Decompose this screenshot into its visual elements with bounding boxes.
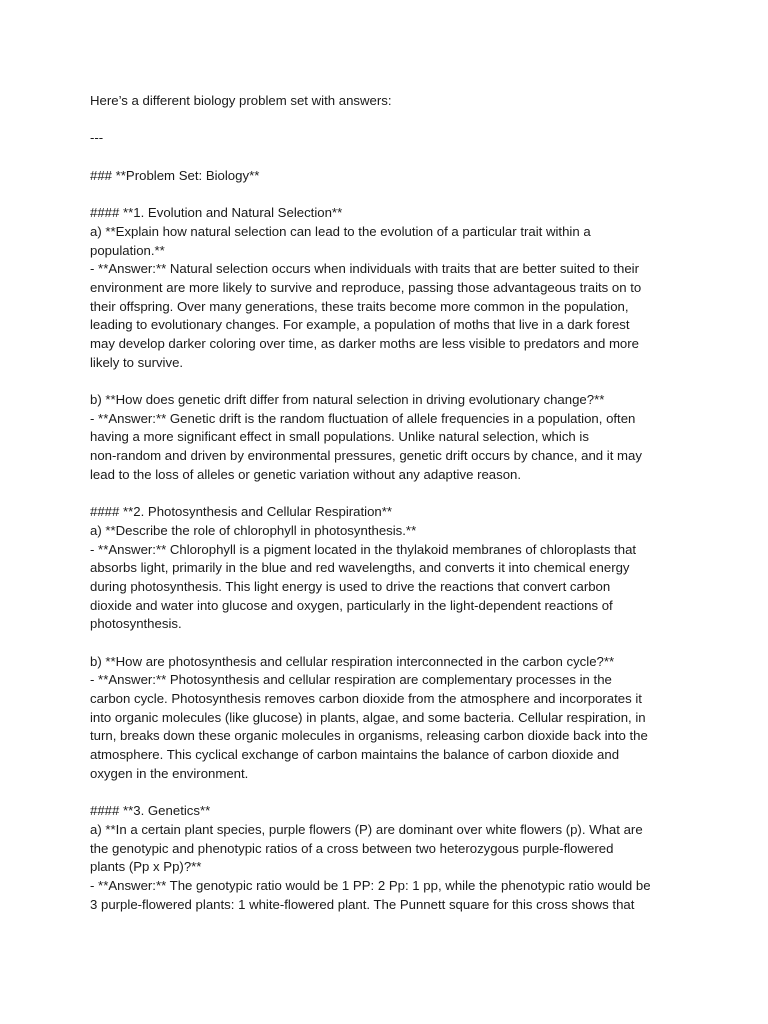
- text-line: ---: [90, 130, 104, 146]
- text-line: - **Answer:** Chlorophyll is a pigment located in the thylakoid membranes of chloroplasts that: [90, 541, 637, 557]
- text-line: having a more significant effect in small populations. Unlike natural selection, which is: [90, 429, 589, 445]
- text-line: population.**: [90, 242, 165, 258]
- text-line: lead to the loss of alleles or genetic variation without any adaptive reason.: [90, 466, 522, 482]
- text-line: dioxide and water into glucose and oxygen, particularly in the light-dependent reactions of: [90, 597, 613, 613]
- text-line: non-random and driven by environmental pressures, genetic drift occurs by chance, and it may: [90, 448, 642, 464]
- text-line: plants (Pp x Pp)?**: [90, 859, 202, 875]
- text-line: #### **2. Photosynthesis and Cellular Respiration**: [90, 504, 393, 520]
- text-line: #### **1. Evolution and Natural Selection**: [90, 205, 343, 221]
- text-line: during photosynthesis. This light energy is used to drive the reactions that convert carbon: [90, 578, 611, 594]
- text-line: Here’s a different biology problem set with answers:: [90, 93, 392, 108]
- text-line: - **Answer:** Natural selection occurs when individuals with traits that are better suited to their: [90, 261, 640, 277]
- document-body: [90, 92, 690, 914]
- text-line: environment are more likely to survive and reproduce, passing those advantageous traits on to: [90, 279, 642, 295]
- text-line: may develop darker coloring over time, as darker moths are less visible to predators and more: [90, 335, 639, 351]
- text-line: likely to survive.: [90, 354, 184, 370]
- blank-line: [90, 783, 690, 802]
- blank-line: [90, 148, 690, 167]
- text-line: the genotypic and phenotypic ratios of a cross between two heterozygous purple-flowered: [90, 840, 614, 856]
- blank-line: [90, 372, 690, 391]
- blank-line: [90, 484, 690, 503]
- text-line: a) **In a certain plant species, purple flowers (P) are dominant over white flowers (p). What are: [90, 821, 643, 837]
- text-line: - **Answer:** The genotypic ratio would be 1 PP: 2 Pp: 1 pp, while the phenotypic ratio would be: [90, 877, 651, 893]
- text-line: a) **Describe the role of chlorophyll in photosynthesis.**: [90, 522, 417, 538]
- text-line: into organic molecules (like glucose) in plants, algae, and some bacteria. Cellular respiration, in: [90, 709, 646, 725]
- blank-line: [90, 185, 690, 204]
- blank-line: [90, 111, 690, 130]
- text-line: oxygen in the environment.: [90, 765, 249, 781]
- text-line: 3 purple-flowered plants: 1 white-flowered plant. The Punnett square for this cross shows that: [90, 896, 635, 912]
- text-line: - **Answer:** Genetic drift is the random fluctuation of allele frequencies in a population, often: [90, 410, 636, 426]
- text-line: turn, breaks down these organic molecules in organisms, releasing carbon dioxide back into the: [90, 728, 648, 744]
- text-line: leading to evolutionary changes. For example, a population of moths that live in a dark forest: [90, 317, 630, 333]
- text-line: b) **How are photosynthesis and cellular respiration interconnected in the carbon cycle?**: [90, 653, 615, 669]
- blank-line: [90, 634, 690, 653]
- text-line: carbon cycle. Photosynthesis removes carbon dioxide from the atmosphere and incorporates it: [90, 691, 642, 706]
- text-line: ### **Problem Set: Biology**: [90, 167, 260, 183]
- text-line: - **Answer:** Photosynthesis and cellular respiration are complementary processes in the: [90, 672, 612, 688]
- text-line: a) **Explain how natural selection can lead to the evolution of a particular trait within a: [90, 223, 591, 239]
- text-line: atmosphere. This cyclical exchange of carbon maintains the balance of carbon dioxide and: [90, 747, 620, 763]
- text-line: photosynthesis.: [90, 616, 182, 632]
- text-line: absorbs light, primarily in the blue and red wavelengths, and converts it into chemical energy: [90, 560, 630, 576]
- text-line: #### **3. Genetics**: [90, 803, 211, 819]
- text-line: their offspring. Over many generations, these traits become more common in the population,: [90, 298, 629, 314]
- text-line: b) **How does genetic drift differ from natural selection in driving evolutionary change?**: [90, 392, 605, 407]
